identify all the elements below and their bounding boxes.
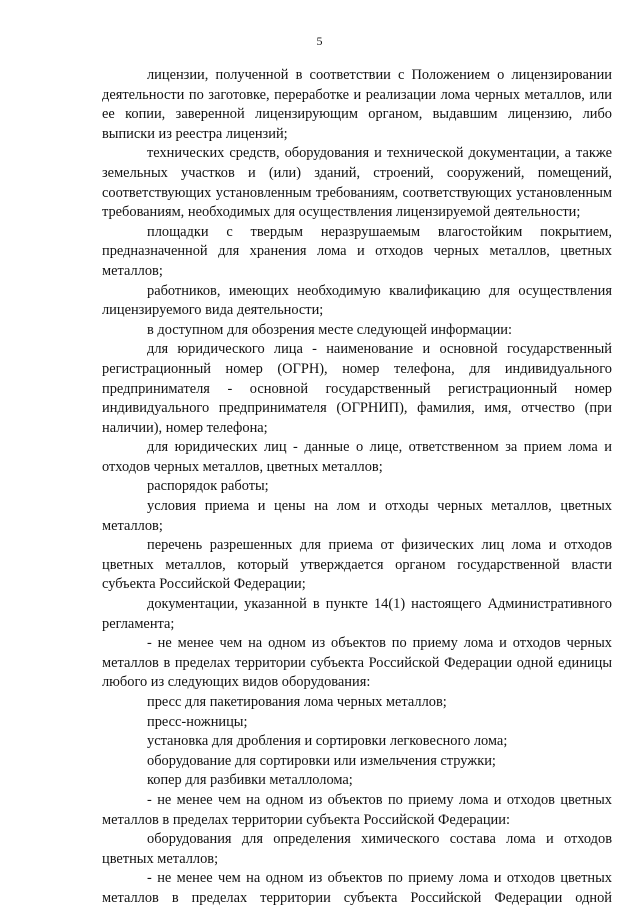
paragraph-public-information: в доступном для обозрения месте следующей информации:	[147, 321, 513, 338]
paragraph-responsible-person: для юридических лиц - данные о лице, ответственном за прием лома и отходов черных металлов, цветных металлов;	[102, 439, 612, 475]
paragraph-chemical-analysis: оборудования для определения химического состава лома и отходов цветных металлов;	[102, 831, 612, 867]
paragraph-storage-site: площадки с твердым неразрушаемым влагостойким покрытием, предназначенной для хранения лома и отходов черных металлов, цветных металлов;	[102, 223, 612, 279]
paragraph-nonferrous-equipment: - не менее чем на одном из объектов по приему лома и отходов цветных металлов в пределах территории субъекта Российской Федерации:	[102, 791, 612, 828]
paragraph-price-conditions: условия приема и цены на лом и отходы черных металлов, цветных металлов;	[102, 498, 612, 534]
paragraph-company-details: для юридического лица - наименование и основной государственный регистрационный номер (ОГРН), номер телефона, для индивидуального предпринимателя - основной государственный регистрационный номер индивидуального предпринимателя (ОГРНИП), фамилия, имя, отчество (при наличии), номер телефона;	[102, 341, 612, 436]
list-item-crushing-unit: установка для дробления и сортировки легковесного лома;	[147, 733, 508, 750]
paragraph-nonferrous-continuation: - не менее чем на одном из объектов по приему лома и отходов цветных металлов в пределах территории субъекта Российской Федерации одной	[102, 870, 612, 906]
list-item-scrap-breaker: копер для разбивки металлолома;	[147, 772, 353, 789]
list-item-chip-equipment: оборудование для сортировки или измельчения стружки;	[147, 752, 496, 769]
paragraph-ferrous-equipment: - не менее чем на одном из объектов по приему лома и отходов черных металлов в пределах территории субъекта Российской Федерации одной единицы любого из следующих видов оборудования:	[102, 635, 612, 691]
page-number: 5	[316, 34, 323, 48]
document-body	[102, 66, 612, 909]
paragraph-documentation: документации, указанной в пункте 14(1) настоящего Административного регламента;	[102, 596, 612, 632]
paragraph-work-schedule: распорядок работы;	[147, 478, 269, 495]
paragraph-qualified-workers: работников, имеющих необходимую квалификацию для осуществления лицензируемого вида деятельности;	[102, 282, 612, 319]
list-item-press-shears: пресс-ножницы;	[147, 713, 248, 730]
paragraph-license: лицензии, полученной в соответствии с Положением о лицензировании деятельности по заготовке, переработке и реализации лома черных металлов, или ее копии, заверенной лицензирующим органом, выдавшим лицензию, либо выписки из реестра лицензий;	[102, 67, 612, 142]
paragraph-allowed-list: перечень разрешенных для приема от физических лиц лома и отходов цветных металлов, который утверждается органом государственной власти субъекта Российской Федерации;	[102, 537, 612, 593]
list-item-baling-press: пресс для пакетирования лома черных металлов;	[147, 694, 447, 710]
paragraph-technical-means: технических средств, оборудования и технической документации, а также земельных участков и (или) зданий, строений, сооружений, помещений, соответствующих установленным требованиям, соответствующих установленным требованиям, необходимых для осуществления лицензируемой деятельности;	[102, 145, 612, 221]
